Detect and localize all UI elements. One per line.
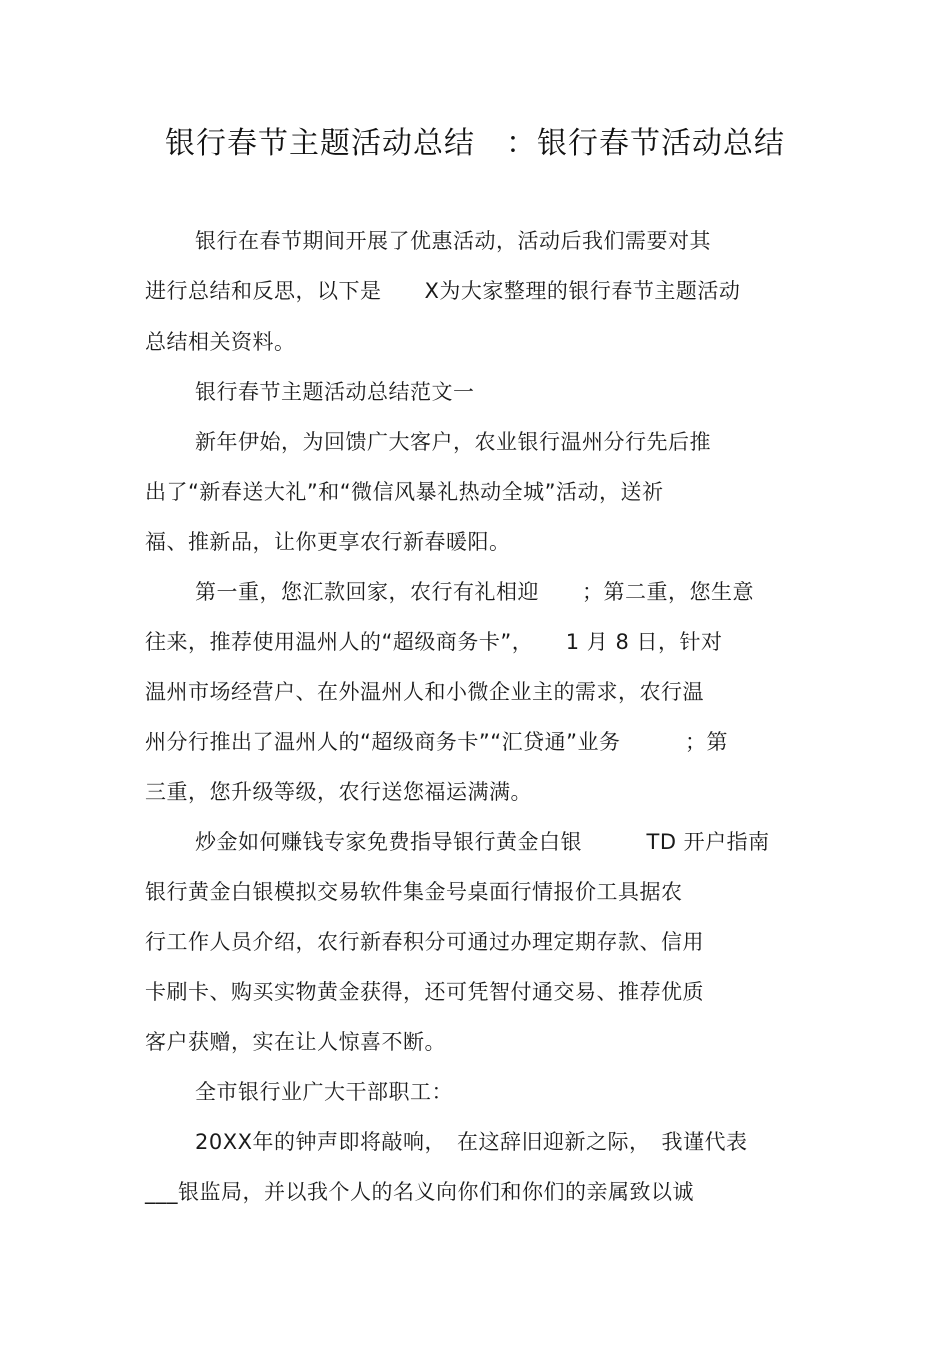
paragraph-line: 新年伊始，为回馈广大客户，农业银行温州分行先后推 [195, 430, 711, 454]
paragraph-line: 卡刷卡、购买实物黄金获得，还可凭智付通交易、推荐优质 [145, 980, 704, 1004]
paragraph-line: 第一重，您汇款回家，农行有礼相迎 ；第二重，您生意 [195, 580, 754, 604]
paragraph-line: 三重，您升级等级，农行送您福运满满。 [145, 780, 532, 804]
paragraph-line: 往来，推荐使用温州人的“超级商务卡”， 1 月 8 日，针对 [145, 630, 723, 654]
paragraph-line: 温州市场经营户、在外温州人和小微企业主的需求，农行温 [145, 680, 704, 704]
paragraph-line: 行工作人员介绍，农行新春积分可通过办理定期存款、信用 [145, 930, 704, 954]
paragraph-line: 总结相关资料。 [145, 330, 296, 354]
paragraph-line: 进行总结和反思，以下是 X为大家整理的银行春节主题活动 [145, 279, 741, 303]
paragraph-line: 炒金如何赚钱专家免费指导银行黄金白银 TD 开户指南 [195, 830, 770, 854]
paragraph-line: 20XX年的钟声即将敲响， 在这辞旧迎新之际， 我谨代表 [195, 1130, 748, 1154]
paragraph-line: ___银监局，并以我个人的名义向你们和你们的亲属致以诚 [145, 1180, 694, 1204]
section-heading: 银行春节主题活动总结范文一 [195, 380, 475, 404]
paragraph-line: 福、推新品，让你更享农行新春暖阳。 [145, 530, 511, 554]
paragraph-line: 州分行推出了温州人的“超级商务卡”“汇贷通”业务 ；第 [145, 730, 729, 754]
document-title: 银行春节主题活动总结 ：银行春节活动总结 [165, 126, 785, 161]
paragraph-line: 银行在春节期间开展了优惠活动，活动后我们需要对其 [195, 229, 711, 253]
paragraph-line: 全市银行业广大干部职工： [195, 1080, 453, 1104]
paragraph-line: 银行黄金白银模拟交易软件集金号桌面行情报价工具据农 [145, 880, 683, 904]
paragraph-line: 客户获赠，实在让人惊喜不断。 [145, 1030, 446, 1054]
paragraph-line: 出了“新春送大礼”和“微信风暴礼热动全城”活动，送祈 [145, 480, 664, 504]
